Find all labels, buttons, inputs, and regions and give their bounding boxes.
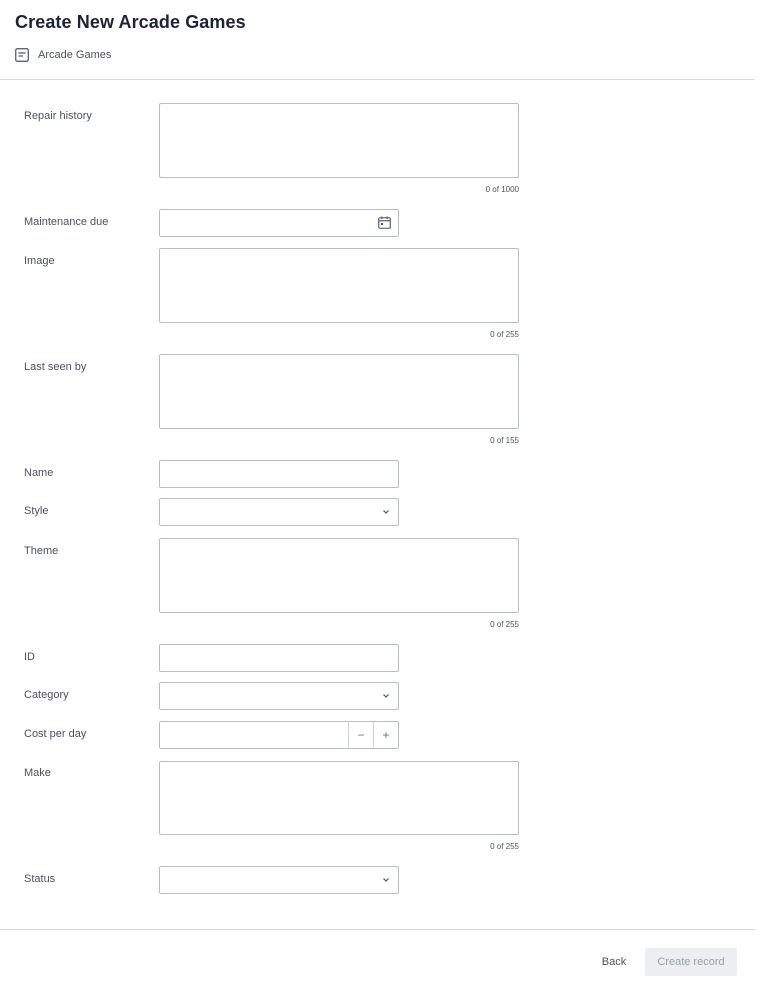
page-header <box>0 0 755 80</box>
calendar-icon[interactable] <box>378 216 391 229</box>
page-title: Create New Arcade Games <box>15 12 246 32</box>
theme-textarea[interactable] <box>159 538 519 613</box>
style-label: Style <box>24 505 49 517</box>
style-select[interactable] <box>159 498 399 526</box>
last-seen-by-label: Last seen by <box>24 361 87 373</box>
status-label: Status <box>24 873 56 885</box>
status-select[interactable] <box>159 866 399 894</box>
maintenance-due-label: Maintenance due <box>24 216 109 228</box>
table-icon <box>15 48 29 62</box>
chevron-down-icon <box>382 692 390 700</box>
id-input[interactable] <box>159 644 399 672</box>
theme-counter: 0 of 255 <box>490 620 519 629</box>
make-label: Make <box>24 767 51 779</box>
breadcrumb[interactable] <box>15 48 111 62</box>
name-input[interactable] <box>159 460 399 488</box>
decrement-button[interactable]: − <box>348 722 373 748</box>
create-record-button[interactable]: Create record <box>645 948 737 976</box>
chevron-down-icon <box>382 876 390 884</box>
category-select[interactable] <box>159 682 399 710</box>
make-counter: 0 of 255 <box>490 842 519 851</box>
form-footer <box>0 929 755 997</box>
last-seen-by-counter: 0 of 155 <box>490 436 519 445</box>
cost-per-day-stepper <box>159 721 399 749</box>
repair-history-counter: 0 of 1000 <box>485 185 519 194</box>
last-seen-by-textarea[interactable] <box>159 354 519 429</box>
image-textarea[interactable] <box>159 248 519 323</box>
category-label: Category <box>24 689 69 701</box>
image-label: Image <box>24 255 55 267</box>
maintenance-due-date-input[interactable] <box>159 209 399 237</box>
repair-history-label: Repair history <box>24 110 92 122</box>
increment-button[interactable]: + <box>373 722 398 748</box>
breadcrumb-label: Arcade Games <box>38 49 112 61</box>
image-counter: 0 of 255 <box>490 330 519 339</box>
cost-per-day-label: Cost per day <box>24 728 87 740</box>
id-label: ID <box>24 651 35 663</box>
make-textarea[interactable] <box>159 761 519 835</box>
cost-per-day-input[interactable] <box>160 722 348 748</box>
back-button[interactable]: Back <box>601 956 627 968</box>
repair-history-textarea[interactable] <box>159 103 519 178</box>
chevron-down-icon <box>382 508 390 516</box>
name-label: Name <box>24 467 54 479</box>
theme-label: Theme <box>24 545 59 557</box>
